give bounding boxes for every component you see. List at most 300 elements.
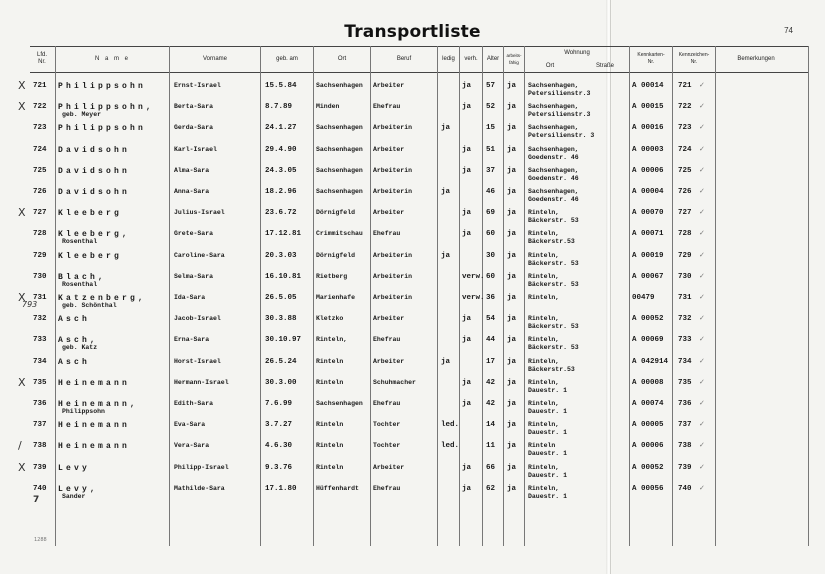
header-vorname: Vorname	[202, 55, 227, 62]
residence-street: Dauestr. 1	[528, 429, 568, 437]
residence-street: Petersilienstr.3	[528, 111, 591, 119]
birth-place: Rinteln,	[316, 336, 348, 344]
first-name: Horst-Israel	[174, 357, 221, 365]
birth-place: Sachsenhagen	[316, 124, 363, 132]
row-number: 729	[33, 251, 47, 260]
birth-date: 23.6.72	[265, 209, 297, 218]
residence-town: Sachsenhagen,	[528, 145, 579, 153]
first-name: Grete-Sara	[174, 230, 214, 238]
table-row	[0, 100, 825, 123]
occupation: Arbeiter	[373, 209, 405, 217]
occupation: Arbeiter	[373, 145, 405, 153]
able-to-work: ja	[507, 315, 517, 324]
single-status: ja	[441, 124, 451, 133]
occupation: Tochter	[373, 442, 401, 450]
residence-street: Bäckerstr. 53	[528, 217, 579, 225]
able-to-work: ja	[507, 230, 517, 239]
surname: Kleeberg	[58, 251, 123, 261]
surname: Philippsohn	[58, 82, 147, 91]
occupation: Arbeiterin	[373, 166, 413, 174]
single-status: ja	[441, 357, 451, 366]
surname-note: Philippsohn	[62, 408, 105, 415]
row-number: 726	[33, 188, 47, 196]
married-status: verw.	[462, 272, 485, 281]
row-number: 732	[33, 315, 47, 324]
married-status: ja	[462, 209, 472, 218]
header-ledig: ledig	[442, 55, 455, 62]
residence-street: Bäckerstr. 53	[528, 344, 579, 352]
residence-street: Bäckerstr.53	[528, 365, 575, 373]
able-to-work: ja	[507, 421, 517, 430]
married-status: ja	[462, 145, 472, 154]
married-status: ja	[462, 166, 472, 175]
header-bemerkungen: Bemerkungen	[737, 55, 775, 62]
header-wohnung-strasse: Straße	[595, 62, 614, 69]
mark-number: 735	[678, 378, 692, 387]
birth-place: Rinteln	[316, 357, 344, 365]
birth-place: Rinteln	[316, 463, 344, 471]
married-status: verw.	[462, 294, 485, 302]
able-to-work: ja	[507, 251, 517, 260]
mark-number: 728	[678, 230, 692, 239]
able-to-work: ja	[507, 188, 517, 196]
id-card-number: A 00003	[632, 145, 664, 154]
table-row	[0, 230, 825, 250]
first-name: Jacob-Israel	[174, 315, 221, 323]
residence-street: Dauestr. 1	[528, 450, 568, 458]
id-card-number: A 00019	[632, 251, 664, 260]
mark-number: 731	[678, 294, 692, 302]
age: 62	[486, 484, 496, 493]
header-alter: Alter	[486, 55, 500, 62]
age: 37	[486, 166, 496, 175]
row-number: 722	[33, 103, 47, 112]
birth-place: Sachsenhagen	[316, 188, 363, 195]
mark-number: 738	[678, 442, 692, 451]
row-number: 724	[33, 145, 47, 154]
married-status: ja	[462, 400, 472, 408]
occupation: Ehefrau	[373, 336, 401, 344]
margin-mark: X	[18, 291, 26, 304]
mark-number: 737	[678, 421, 692, 430]
table-row	[0, 375, 825, 399]
birth-place: Rinteln	[316, 442, 344, 450]
id-card-number: A 00006	[632, 442, 664, 451]
first-name: Anna-Sara	[174, 188, 210, 195]
married-status: ja	[462, 82, 472, 90]
table-row	[0, 421, 825, 441]
married-status: ja	[462, 336, 472, 345]
id-card-number: A 00070	[632, 209, 664, 218]
residence-town: Rinteln,	[528, 209, 560, 217]
able-to-work: ja	[507, 124, 517, 133]
birth-place: Rinteln	[316, 421, 344, 429]
occupation: Arbeiter	[373, 315, 405, 323]
table-row	[0, 188, 825, 208]
check-tick-icon: ✓	[699, 187, 705, 195]
birth-date: 18.2.96	[265, 188, 297, 196]
surname: Davidsohn	[58, 166, 131, 176]
able-to-work: ja	[507, 463, 517, 472]
birth-place: Minden	[316, 103, 340, 111]
check-tick-icon: ✓	[699, 441, 705, 450]
married-status: ja	[462, 230, 472, 239]
id-card-number: A 00014	[632, 82, 664, 90]
birth-place: Marienhafe	[316, 294, 356, 301]
age: 44	[486, 336, 496, 345]
row-number: 731	[33, 294, 47, 302]
header-wohnung: Wohnung	[564, 49, 590, 56]
birth-place: Dörnigfeld	[316, 251, 356, 259]
residence-town: Rinteln,	[528, 336, 560, 344]
occupation: Arbeiterin	[373, 188, 413, 195]
first-name: Ernst-Israel	[174, 82, 221, 89]
single-status: ja	[441, 251, 451, 260]
mark-number: 729	[678, 251, 692, 260]
age: 46	[486, 188, 496, 196]
birth-date: 17.1.80	[265, 484, 297, 493]
birth-date: 15.5.84	[265, 82, 297, 90]
first-name: Alma-Sara	[174, 166, 210, 174]
birth-place: Sachsenhagen	[316, 82, 363, 89]
able-to-work: ja	[507, 166, 517, 175]
row-number: 728	[33, 230, 47, 239]
check-tick-icon: ✓	[699, 293, 705, 301]
mark-number: 733	[678, 336, 692, 345]
mark-number: 739	[678, 463, 692, 472]
mark-number: 740	[678, 484, 692, 493]
birth-date: 30.3.00	[265, 378, 297, 387]
birth-date: 30.3.88	[265, 315, 297, 324]
birth-place: Rietberg	[316, 272, 348, 280]
married-status: ja	[462, 103, 472, 112]
id-card-number: A 042914	[632, 357, 669, 366]
residence-town: Rinteln,	[528, 484, 560, 492]
first-name: Karl-Israel	[174, 145, 217, 153]
residence-town: Rinteln,	[528, 421, 560, 429]
single-status: led.	[441, 442, 460, 451]
id-card-number: A 00005	[632, 421, 664, 430]
surname: Kleeberg	[58, 209, 123, 219]
able-to-work: ja	[507, 145, 517, 154]
margin-mark: X	[18, 460, 26, 474]
row-number: 727	[33, 209, 47, 218]
table-row	[0, 460, 825, 484]
surname: Katzenberg,	[58, 294, 147, 303]
age: 66	[486, 463, 496, 472]
occupation: Arbeiterin	[373, 272, 413, 280]
surname: Kleeberg,	[58, 230, 131, 240]
first-name: Hermann-Israel	[174, 378, 229, 386]
surname: Heinemann	[58, 378, 131, 388]
header-beruf: Beruf	[396, 55, 412, 62]
mark-number: 722	[678, 103, 692, 112]
page-number: 74	[784, 26, 793, 35]
check-tick-icon: ✓	[699, 314, 705, 323]
margin-mark: X	[18, 79, 26, 92]
age: 60	[486, 230, 496, 239]
mark-number: 724	[678, 145, 692, 154]
birth-date: 29.4.90	[265, 145, 297, 154]
table-row	[0, 206, 825, 229]
surname: Asch	[58, 357, 91, 367]
page-title: Transportliste	[344, 22, 481, 42]
residence-street: Goedenstr. 46	[528, 174, 579, 182]
mark-number: 730	[678, 272, 692, 281]
row-number: 739	[33, 463, 47, 472]
birth-place: Sachsenhagen	[316, 145, 363, 153]
row-number: 725	[33, 166, 47, 175]
birth-place: Hüffenhardt	[316, 484, 359, 492]
check-tick-icon: ✓	[699, 271, 705, 280]
first-name: Vera-Sara	[174, 442, 210, 450]
residence-street: Goedenstr. 46	[528, 153, 579, 161]
occupation: Ehefrau	[373, 484, 401, 492]
id-card-number: A 00016	[632, 124, 664, 133]
header-bottom-rule	[30, 72, 808, 73]
surname: Blach,	[58, 272, 107, 282]
age: 36	[486, 294, 496, 302]
first-name: Caroline-Sara	[174, 251, 225, 259]
occupation: Arbeiterin	[373, 294, 413, 301]
trailing-number: 7	[33, 495, 40, 505]
surname: Levy	[58, 463, 91, 473]
row-number: 733	[33, 336, 47, 345]
birth-date: 30.10.97	[265, 336, 302, 345]
birth-date: 16.10.81	[265, 272, 302, 281]
birth-place: Sachsenhagen	[316, 166, 363, 174]
birth-date: 4.6.30	[265, 442, 293, 451]
id-card-number: A 00069	[632, 336, 664, 345]
birth-date: 24.3.05	[265, 166, 297, 175]
header-verh: verh.	[464, 55, 478, 62]
header-name: N a m e	[94, 55, 130, 62]
id-card-number: A 00052	[632, 315, 664, 324]
id-card-number: A 00071	[632, 230, 664, 239]
birth-date: 24.1.27	[265, 124, 297, 133]
table-row	[0, 358, 825, 378]
surname: Davidsohn	[58, 188, 131, 197]
row-number: 721	[33, 82, 47, 90]
residence-town: Sachsenhagen,	[528, 188, 579, 195]
birth-date: 8.7.89	[265, 103, 293, 112]
row-number: 740	[33, 484, 47, 493]
age: 60	[486, 272, 496, 281]
header-kennzeichen: Kennzeichen- Nr.	[678, 52, 710, 65]
age: 69	[486, 209, 496, 218]
header-lfd: Lfd. Nr.	[36, 52, 47, 65]
residence-street: Bäckerstr. 53	[528, 259, 579, 267]
row-number: 723	[33, 124, 47, 133]
able-to-work: ja	[507, 484, 517, 493]
residence-town: Rinteln,	[528, 357, 560, 365]
id-card-number: A 00006	[632, 166, 664, 175]
age: 57	[486, 82, 496, 90]
row-number: 736	[33, 400, 47, 408]
birth-place: Crimmitschau	[316, 230, 363, 238]
able-to-work: ja	[507, 209, 517, 218]
age: 54	[486, 315, 496, 324]
birth-date: 7.6.99	[265, 400, 293, 408]
mark-number: 734	[678, 357, 692, 366]
id-card-number: 00479	[632, 294, 655, 302]
row-number: 737	[33, 421, 47, 430]
occupation: Arbeiterin	[373, 124, 413, 132]
surname: Asch	[58, 315, 91, 325]
id-card-number: A 00008	[632, 378, 664, 387]
surname: Heinemann	[58, 421, 131, 431]
birth-date: 17.12.81	[265, 230, 302, 239]
mark-number: 725	[678, 166, 692, 175]
check-tick-icon: ✓	[699, 81, 705, 89]
table-row	[0, 439, 825, 462]
header-kennkarten: Kennkarten- Nr.	[637, 52, 665, 65]
single-status: led.	[441, 421, 460, 430]
occupation: Arbeiterin	[373, 251, 413, 259]
first-name: Gerda-Sara	[174, 124, 214, 132]
mark-number: 726	[678, 188, 692, 196]
table-row	[0, 252, 825, 272]
age: 51	[486, 145, 496, 154]
residence-street: Bäckerstr. 53	[528, 280, 579, 288]
surname-note: geb. Schönthal	[62, 302, 117, 309]
check-tick-icon: ✓	[699, 399, 705, 407]
occupation: Ehefrau	[373, 103, 401, 111]
surname-note: geb. Meyer	[62, 111, 102, 119]
single-status: ja	[441, 188, 451, 196]
able-to-work: ja	[507, 294, 517, 302]
margin-mark: X	[18, 375, 26, 389]
id-card-number: A 00052	[632, 463, 664, 472]
birth-place: Dörnigfeld	[316, 209, 356, 217]
id-card-number: A 00015	[632, 103, 664, 112]
residence-street: Bäckerstr.53	[528, 238, 575, 246]
footer-code: 1288	[34, 537, 47, 543]
header-ort: Ort	[337, 55, 347, 62]
check-tick-icon: ✓	[699, 123, 705, 132]
residence-street: Dauestr. 1	[528, 492, 568, 500]
check-tick-icon: ✓	[699, 356, 705, 365]
table-row	[0, 315, 825, 335]
surname: Davidsohn	[58, 145, 131, 155]
surname: Philippsohn	[58, 124, 147, 134]
check-tick-icon: ✓	[699, 462, 705, 471]
birth-place: Kletzko	[316, 315, 344, 323]
married-status: ja	[462, 484, 472, 493]
table-row	[0, 79, 825, 102]
occupation: Arbeiter	[373, 82, 405, 89]
first-name: Ida-Sara	[174, 294, 206, 301]
row-number: 730	[33, 272, 47, 281]
check-tick-icon: ✓	[699, 102, 705, 111]
residence-town: Rinteln,	[528, 315, 560, 323]
age: 42	[486, 378, 496, 387]
check-tick-icon: ✓	[699, 483, 705, 492]
id-card-number: A 00056	[632, 484, 664, 493]
check-tick-icon: ✓	[699, 144, 705, 153]
residence-town: Sachsenhagen,	[528, 82, 579, 89]
able-to-work: ja	[507, 400, 517, 408]
married-status: ja	[462, 315, 472, 324]
age: 11	[486, 442, 496, 451]
occupation: Schuhmacher	[373, 378, 416, 386]
first-name: Edith-Sara	[174, 400, 214, 407]
residence-town: Rinteln,	[528, 251, 560, 259]
residence-town: Rinteln,	[528, 230, 560, 238]
residence-street: Dauestr. 1	[528, 408, 568, 415]
residence-town: Sachsenhagen,	[528, 124, 579, 132]
married-status: ja	[462, 463, 472, 472]
birth-place: Rinteln	[316, 378, 344, 386]
residence-street: Dauestr. 1	[528, 471, 568, 479]
mark-number: 727	[678, 209, 692, 218]
able-to-work: ja	[507, 357, 517, 366]
first-name: Selma-Sara	[174, 272, 214, 280]
residence-street: Bäckerstr. 53	[528, 323, 579, 331]
row-number: 735	[33, 378, 47, 387]
table-row	[0, 167, 825, 187]
row-number: 734	[33, 357, 47, 366]
residence-town: Rinteln,	[528, 400, 560, 407]
surname-note: Rosenthal	[62, 280, 98, 288]
check-tick-icon: ✓	[699, 229, 705, 238]
table-row	[0, 400, 825, 420]
married-status: ja	[462, 378, 472, 387]
occupation: Arbeiter	[373, 463, 405, 471]
surname: Heinemann,	[58, 400, 139, 409]
first-name: Berta-Sara	[174, 103, 214, 111]
first-name: Philipp-Israel	[174, 463, 229, 471]
occupation: Arbeiter	[373, 357, 405, 365]
mark-number: 732	[678, 315, 692, 324]
mark-number: 736	[678, 400, 692, 408]
able-to-work: ja	[507, 82, 517, 90]
able-to-work: ja	[507, 103, 517, 112]
occupation: Ehefrau	[373, 400, 401, 407]
check-tick-icon: ✓	[699, 335, 705, 344]
table-row	[0, 273, 825, 293]
residence-town: Rinteln,	[528, 378, 560, 386]
birth-date: 20.3.03	[265, 251, 297, 260]
id-card-number: A 00074	[632, 400, 664, 408]
residence-town: Rinteln	[528, 442, 556, 450]
table-row	[0, 124, 825, 144]
age: 30	[486, 251, 496, 260]
first-name: Eva-Sara	[174, 421, 206, 429]
table-row	[0, 336, 825, 356]
table-row	[0, 291, 825, 314]
header-geb: geb. am	[276, 55, 298, 62]
table-row	[0, 485, 825, 505]
header-arbeitsfaehig: arbeits- fähig	[506, 53, 522, 65]
check-tick-icon: ✓	[699, 250, 705, 259]
age: 17	[486, 357, 496, 366]
able-to-work: ja	[507, 336, 517, 345]
birth-date: 26.5.05	[265, 294, 297, 302]
surname-note: Rosenthal	[62, 238, 98, 246]
able-to-work: ja	[507, 272, 517, 281]
residence-street: Goedenstr. 46	[528, 196, 579, 203]
age: 42	[486, 400, 496, 408]
surname-note: geb. Katz	[62, 344, 98, 352]
id-card-number: A 00067	[632, 272, 664, 281]
birth-date: 9.3.76	[265, 463, 293, 472]
residence-town: Sachsenhagen,	[528, 166, 579, 174]
occupation: Tochter	[373, 421, 401, 429]
birth-place: Sachsenhagen	[316, 400, 363, 407]
id-card-number: A 00004	[632, 188, 664, 196]
surname: Philippsohn,	[58, 103, 155, 113]
